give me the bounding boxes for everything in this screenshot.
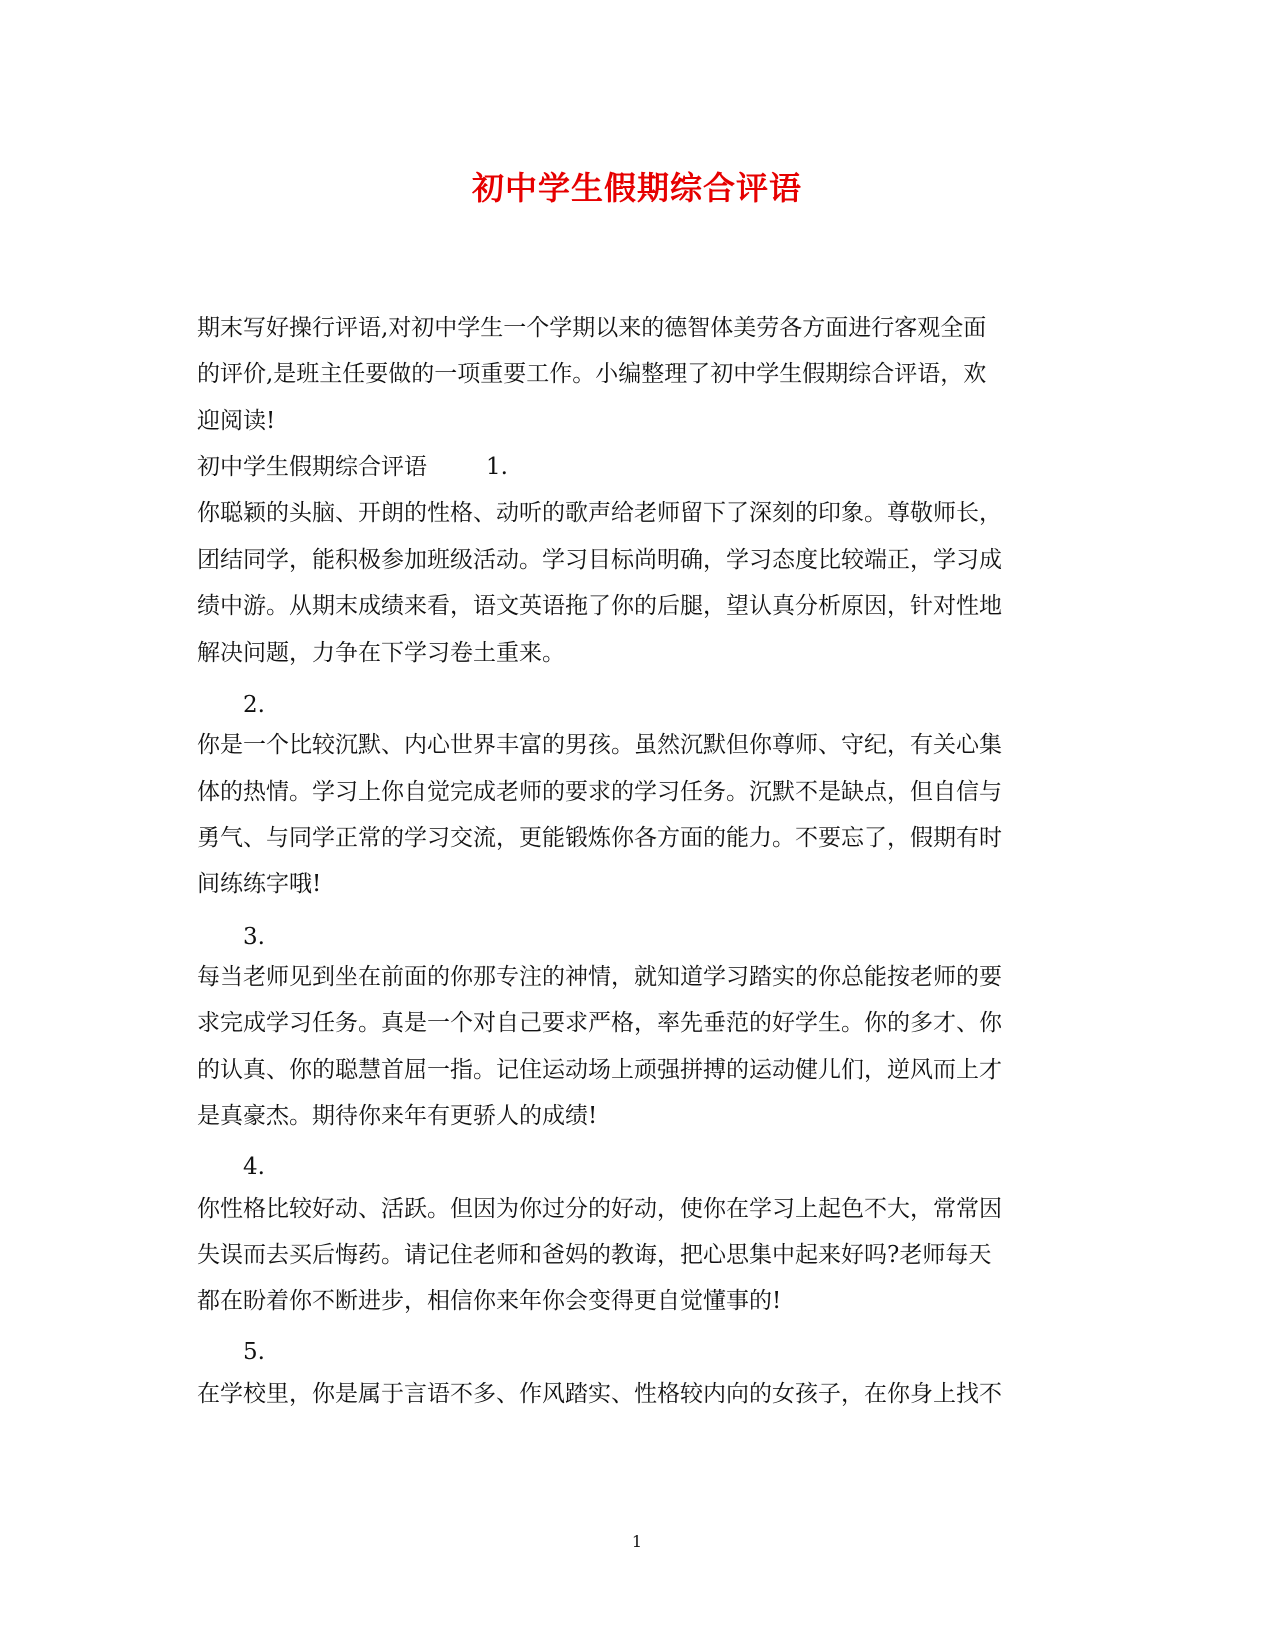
- item-number: 5.: [243, 1339, 265, 1365]
- item-line: 你性格比较好动、活跃。但因为你过分的好动，使你在学习上起色不大，常常因: [197, 1196, 1002, 1222]
- item-number: 4.: [243, 1154, 265, 1180]
- item-line: 求完成学习任务。真是一个对自己要求严格，率先垂范的好学生。你的多才、你: [197, 1010, 1002, 1036]
- item-line: 你是一个比较沉默、内心世界丰富的男孩。虽然沉默但你尊师、守纪，有关心集: [197, 732, 1002, 758]
- intro-line: 迎阅读!: [197, 408, 276, 434]
- item-line: 解决问题，力争在下学习卷土重来。: [197, 640, 565, 666]
- item-line: 勇气、与同学正常的学习交流，更能锻炼你各方面的能力。不要忘了，假期有时: [197, 825, 1002, 851]
- item-line: 团结同学，能积极参加班级活动。学习目标尚明确，学习态度比较端正，学习成: [197, 547, 1002, 573]
- item-line: 绩中游。从期末成绩来看，语文英语拖了你的后腿，望认真分析原因，针对性地: [197, 593, 1002, 619]
- item-line: 体的热情。学习上你自觉完成老师的要求的学习任务。沉默不是缺点，但自信与: [197, 779, 1002, 805]
- item-number: 1.: [486, 454, 508, 480]
- section-heading: 初中学生假期综合评语: [197, 454, 427, 480]
- item-line: 都在盼着你不断进步，相信你来年你会变得更自觉懂事的!: [197, 1288, 782, 1314]
- page-number: 1: [631, 1532, 643, 1551]
- item-line: 间练练字哦!: [197, 871, 322, 897]
- item-line: 每当老师见到坐在前面的你那专注的神情，就知道学习踏实的你总能按老师的要: [197, 964, 1002, 990]
- page-title: 初中学生假期综合评语: [471, 169, 802, 207]
- item-line: 在学校里，你是属于言语不多、作风踏实、性格较内向的女孩子，在你身上找不: [197, 1381, 1002, 1407]
- item-line: 失误而去买后悔药。请记住老师和爸妈的教诲，把心思集中起来好吗?老师每天: [197, 1242, 992, 1268]
- intro-line: 期末写好操行评语,对初中学生一个学期以来的德智体美劳各方面进行客观全面: [197, 315, 987, 341]
- item-line: 是真豪杰。期待你来年有更骄人的成绩!: [197, 1103, 598, 1129]
- item-line: 你聪颖的头脑、开朗的性格、动听的歌声给老师留下了深刻的印象。尊敬师长，: [197, 500, 1002, 526]
- item-number: 2.: [243, 692, 265, 718]
- item-number: 3.: [243, 924, 265, 950]
- item-line: 的认真、你的聪慧首屈一指。记住运动场上顽强拼搏的运动健儿们，逆风而上才: [197, 1057, 1002, 1083]
- intro-line: 的评价,是班主任要做的一项重要工作。小编整理了初中学生假期综合评语，欢: [197, 361, 987, 387]
